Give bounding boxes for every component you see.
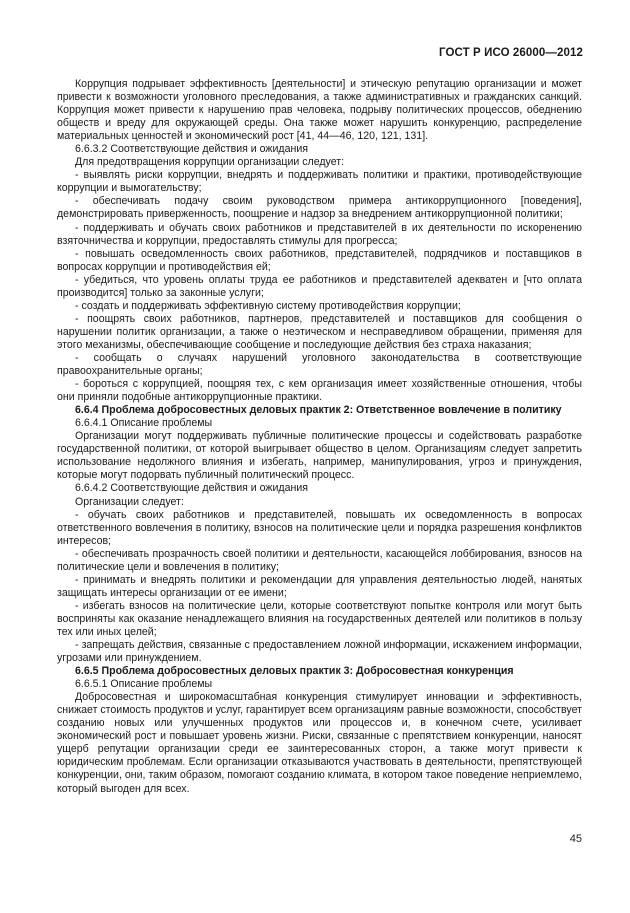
paragraph: Для предотвращения коррупции организации следует: xyxy=(75,156,345,169)
paragraph: - сообщать о случаях нарушений уголовного законодательства в соответствующие правоохранительные органы; xyxy=(57,351,582,378)
paragraph: - бороться с коррупцией, поощряя тех, с кем организация имеет хозяйственные отношения, чтобы они приняли подобные антикоррупционные практики. xyxy=(57,378,582,404)
paragraph: - запрещать действия, связанные с предоставлением ложной информации, искажением информации, угрозами или принуждением. xyxy=(57,639,582,665)
paragraph: Организации следует: xyxy=(75,495,184,508)
section-heading: 6.6.4 Проблема добросовестных деловых практик 2: Ответственное вовлечение в политику xyxy=(75,404,562,417)
paragraph: - поощрять своих работников, партнеров, представителей и поставщиков для сообщения о нарушении политик организации, а также о неэтическом и несправедливом обращении, применяя для этого механизмы, обеспечивающие сообщение и последующие действия без страха наказания; xyxy=(57,312,582,351)
paragraph: - создать и поддерживать эффективную систему противодействия коррупции; xyxy=(75,299,461,312)
document-body xyxy=(57,78,582,796)
page-number: 45 xyxy=(569,833,582,845)
paragraph: - избегать взносов на политические цели, которые соответствуют попытке контроля или могут быть восприняты как оказание ненадлежащего влияния на государственных деятелей или политиков в пользу тех или иных целей; xyxy=(57,599,582,638)
paragraph: - обеспечивать прозрачность своей политики и деятельности, касающейся лоббирования, взносов на политические цели и вовлечения в политику; xyxy=(57,547,582,573)
paragraph: Коррупция подрывает эффективность [деятельности] и этическую репутацию организации и может привести к возможности уголовного преследования, а также административных и гражданских санкций. Коррупция может привести к нарушению прав человека, подрыву политических процессов, обеднению обществ и вреду для окружающей среды. Она также может нарушить конкуренцию, распределение материальных ценностей и экономический рост [41, 44—46, 120, 121, 131]. xyxy=(57,78,582,143)
paragraph: - повышать осведомленность своих работников, представителей, подрядчиков и поставщиков в вопросах коррупции и противодействия ей; xyxy=(57,247,582,273)
paragraph: - обучать своих работников и представителей, повышать их осведомленность в вопросах ответственного вовлечения в политику, взносов на политические цели и порядка разрешения конфликтов интересов; xyxy=(57,508,582,547)
paragraph: 6.6.4.2 Соответствующие действия и ожидания xyxy=(75,482,309,495)
paragraph: Организации могут поддерживать публичные политические процессы и содействовать разработке государственной политики, от которой выигрывает общество в целом. Организациям следует запретить использование недолжного влияния и избегать, например, манипулирования, угроз и принуждения, которые могут подорвать публичный политический процесс. xyxy=(57,430,582,482)
paragraph: Добросовестная и широкомасштабная конкуренция стимулирует инновации и эффективность, снижает стоимость продуктов и услуг, гарантирует всем организациям равные возможности, способствует созданию новых или улучшенных продуктов или процессов и, в конечном счете, усиливает экономический рост и повышает уровень жизни. Риски, связанные с препятствием конкуренции, наносят ущерб репутации организации среди ее заинтересованных сторон, а также могут привести к юридическим проблемам. Если организации отказываются участвовать в деятельности, препятствующей конкуренции, они, таким образом, помогают созданию климата, в котором такое поведение неприемлемо, который выгоден для всех. xyxy=(57,691,582,795)
paragraph: 6.6.4.1 Описание проблемы xyxy=(75,417,213,430)
paragraph: - обеспечивать подачу своим руководством примера антикоррупционного [поведения], демонстрировать приверженность, поощрение и надзор за внедрением антикоррупционной политики; xyxy=(57,195,582,221)
paragraph: 6.6.5.1 Описание проблемы xyxy=(75,678,213,691)
paragraph: - поддерживать и обучать своих работников и представителей в их деятельности по искоренению взяточничества и коррупции, предоставлять стимулы для прогресса; xyxy=(57,221,582,247)
paragraph: - выявлять риски коррупции, внедрять и поддерживать политики и практики, противодействующие коррупции и вымогательству; xyxy=(57,169,582,195)
paragraph: - убедиться, что уровень оплаты труда ее работников и представителей адекватен и [что оплата производится] только за законные услуги; xyxy=(57,273,582,299)
section-heading: 6.6.5 Проблема добросовестных деловых практик 3: Добросовестная конкуренция xyxy=(75,665,514,678)
paragraph: 6.6.3.2 Соответствующие действия и ожидания xyxy=(75,143,309,156)
standard-header: ГОСТ Р ИСО 26000—2012 xyxy=(438,47,583,59)
paragraph: - принимать и внедрять политики и рекомендации для управления деятельностью людей, нанятых защищать интересы организации от ее имени; xyxy=(57,573,582,599)
